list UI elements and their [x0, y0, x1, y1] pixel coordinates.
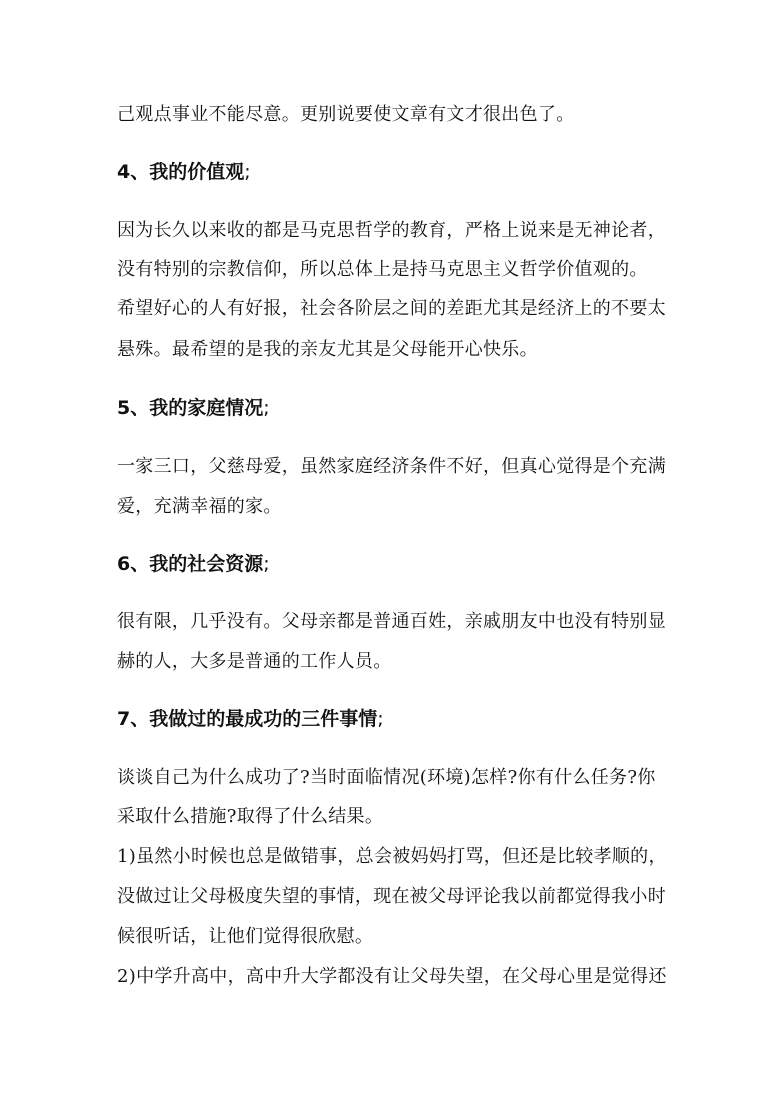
paragraph-line: 因为长久以来收的都是马克思哲学的教育，严格上说来是无神论者， [117, 220, 666, 241]
section-heading-social-resources [117, 551, 270, 577]
heading-semicolon: ; [263, 397, 270, 419]
paragraph-line: 一家三口，父慈母爱，虽然家庭经济条件不好，但真心觉得是个充满 [117, 456, 666, 477]
section-heading-family [117, 395, 270, 421]
paragraph-line: 己观点事业不能尽意。更别说要使文章有文才很出色了。 [117, 104, 575, 125]
paragraph-line: 2)中学升高中，高中升大学都没有让父母失望，在父母心里是觉得还 [117, 966, 667, 987]
heading-text: 6、我的社会资源 [117, 553, 264, 575]
heading-text: 4、我的价值观 [117, 161, 245, 183]
paragraph-line: 没有特别的宗教信仰，所以总体上是持马克思主义哲学价值观的。 [117, 259, 648, 280]
paragraph-line: 赫的人，大多是普通的工作人员。 [117, 651, 392, 672]
paragraph-line: 很有限，几乎没有。父母亲都是普通百姓，亲戚朋友中也没有特别显 [117, 611, 666, 632]
section-heading-values [117, 159, 251, 185]
heading-text: 7、我做过的最成功的三件事情 [117, 708, 378, 730]
paragraph-line: 候很听话，让他们觉得很欣慰。 [117, 926, 374, 947]
section-heading-achievements [117, 706, 384, 732]
paragraph-line: 1)虽然小时候也总是做错事，总会被妈妈打骂，但还是比较孝顺的， [117, 846, 667, 867]
heading-text: 5、我的家庭情况 [117, 397, 264, 419]
heading-semicolon: ; [244, 161, 251, 183]
paragraph-line: 悬殊。最希望的是我的亲友尤其是父母能开心快乐。 [117, 339, 538, 360]
paragraph-line: 没做过让父母极度失望的事情，现在被父母评论我以前都觉得我小时 [117, 886, 666, 907]
paragraph-line: 爱，充满幸福的家。 [117, 496, 282, 517]
paragraph-line: 采取什么措施?取得了什么结果。 [117, 806, 384, 827]
heading-semicolon: ; [377, 708, 384, 730]
paragraph-line: 谈谈自己为什么成功了?当时面临情况(环境)怎样?你有什么任务?你 [117, 767, 656, 788]
paragraph-line: 希望好心的人有好报，社会各阶层之间的差距尤其是经济上的不要太 [117, 298, 666, 319]
heading-semicolon: ; [263, 553, 270, 575]
